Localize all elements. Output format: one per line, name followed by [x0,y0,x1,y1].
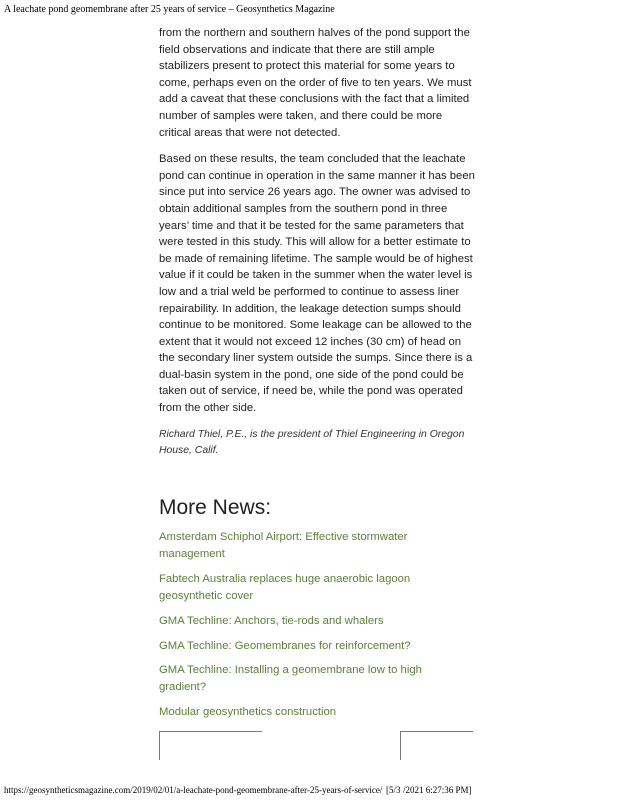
news-link[interactable]: Amsterdam Schiphol Airport: Effective stormwater management [159,531,408,561]
more-news-heading: More News: [159,496,272,519]
article-body [159,25,475,460]
news-link[interactable]: Fabtech Australia replaces huge anaerobic lagoon geosynthetic cover [159,572,411,603]
print-header-title: A leachate pond geomembrane after 25 years of service – Geosynthetics Magazine [4,4,335,15]
print-footer-date: /2021 6:27:36 PM] [403,785,472,795]
news-link[interactable]: GMA Techline: Installing a geomembrane low to high gradient? [159,664,422,694]
news-link[interactable]: GMA Techline: Geomembranes for reinforcement? [159,639,411,652]
author-bio: Richard Thiel, P.E., is the president of Thiel Engineering in Oregon House, Calif. [159,428,465,457]
ad-placeholder [400,731,473,760]
news-link[interactable]: Modular geosynthetics construction [159,706,337,719]
article-paragraph: from the northern and southern halves of the pond support the field observations and indicate that there are still ample stabilizers present to protect this material for some years to come, perhaps even on the order of five to ten years. We must add a caveat that these conclusions with the fact that a limited number of samples were taken, and there could be more critical areas that were not detected. [159,27,472,139]
news-link[interactable]: GMA Techline: Anchors, tie-rods and whalers [159,614,384,627]
article-paragraph: Based on these results, the team concluded that the leachate pond can continue in operation in the same manner it has been since put into service 26 years ago. The owner was advised to obtain additional samples from the southern pond in three years’ time and that it be tested for the same parameters that were tested in this study. This will allow for a better estimate to be made of remaining lifetime. The sample would be of highest value if it could be taken in the summer when the water level is low and a trial weld be performed to continue to assess liner repairability. In addition, the leakage detection sumps should continue to be monitored. Some leakage can be allowed to the extent that it would not exceed 12 inches (30 cm) of head on the secondary liner system outside the sumps. Since there is a dual-basin system in the pond, one side of the pond could be taken out of service, if need be, while the pond was operated from the other side. [159,153,475,415]
more-news-list [159,529,459,729]
print-footer-page: [5/3 [386,785,401,795]
ad-placeholder [159,731,262,760]
print-footer-url: https://geosyntheticsmagazine.com/2019/02/01/a-leachate-pond-geomembrane-after-25-years-of-service/ [4,785,383,795]
